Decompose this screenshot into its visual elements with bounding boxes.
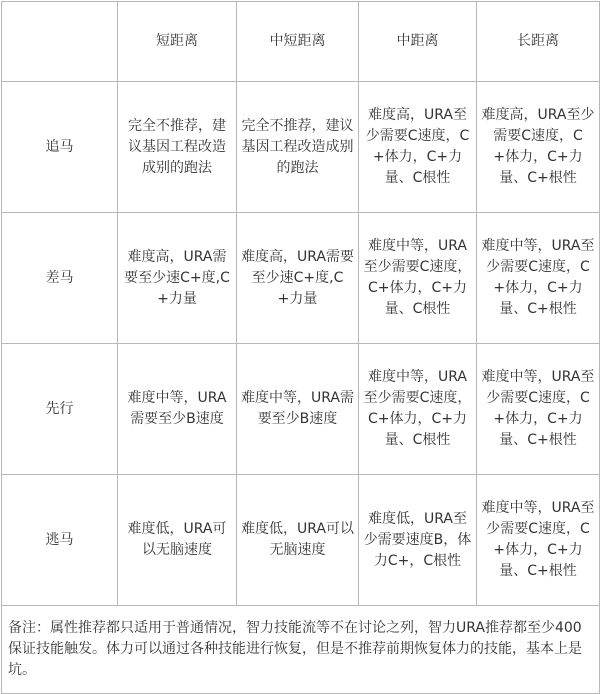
table-row bbox=[2, 475, 600, 606]
table-cell: 难度中等，URA至少需要C速度，C+体力，C+力量、C根性 bbox=[359, 344, 477, 475]
row-label-cell bbox=[2, 475, 118, 606]
note-row bbox=[2, 606, 600, 694]
table-cell: 难度低，URA可以无脑速度 bbox=[237, 475, 359, 606]
table-cell: 完全不推荐，建议基因工程改造成别的跑法 bbox=[237, 82, 359, 213]
header-label: 中短距离 bbox=[269, 33, 326, 49]
table-cell: 难度中等，URA至少需要C速度，C+体力，C+力量、C+根性 bbox=[477, 475, 600, 606]
table-cell: 难度高，URA需要至少速C+度,C+力量 bbox=[237, 213, 359, 344]
table-cell: 难度高，URA需要至少速C+度,C+力量 bbox=[118, 213, 237, 344]
header-label: 短距离 bbox=[156, 33, 198, 49]
table-cell: 难度中等，URA至少需要C速度，C+体力，C+力量、C+根性 bbox=[477, 213, 600, 344]
table-row bbox=[2, 213, 600, 344]
row-label-cell bbox=[2, 344, 118, 475]
row-label-cell bbox=[2, 82, 118, 213]
header-label: 长距离 bbox=[517, 33, 559, 49]
table-cell: 难度中等，URA至少需要C速度，C+体力，C+力量、C+根性 bbox=[477, 344, 600, 475]
row-label: 先行 bbox=[45, 400, 74, 417]
table-cell: 完全不推荐，建议基因工程改造成别的跑法 bbox=[118, 82, 237, 213]
table-cell: 难度中等，URA需要至少B速度 bbox=[118, 344, 237, 475]
table-header-row bbox=[2, 2, 600, 82]
table-row bbox=[2, 82, 600, 213]
recommendation-table bbox=[1, 1, 600, 694]
row-label: 差马 bbox=[45, 269, 74, 286]
table-cell: 难度高，URA至少需要C速度，C+体力，C+力量、C根性 bbox=[359, 82, 477, 213]
header-medium-distance bbox=[359, 2, 477, 82]
note-text: 备注：属性推荐都只适用于普通情况，智力技能流等不在讨论之列，智力URA推荐都至少400保证技能触发。体力可以通过各种技能进行恢复，但是不推荐前期恢复体力的技能，基本上是坑。 bbox=[8, 620, 582, 678]
header-long-distance bbox=[477, 2, 600, 82]
row-label: 追马 bbox=[45, 138, 74, 155]
row-label-cell bbox=[2, 213, 118, 344]
row-label: 逃马 bbox=[45, 531, 74, 548]
header-corner-cell bbox=[2, 2, 118, 82]
table-cell: 难度中等，URA至少需要C速度，C+体力，C+力量、C根性 bbox=[359, 213, 477, 344]
table-cell: 难度低，URA可以无脑速度 bbox=[118, 475, 237, 606]
table-cell: 难度高，URA至少需要C速度，C+体力，C+力量、C+根性 bbox=[477, 82, 600, 213]
table-cell: 难度中等，URA需要至少B速度 bbox=[237, 344, 359, 475]
table-cell: 难度低，URA至少需要速度B，体力C+，C根性 bbox=[359, 475, 477, 606]
note-cell bbox=[2, 606, 600, 694]
header-mile-distance bbox=[237, 2, 359, 82]
header-short-distance bbox=[118, 2, 237, 82]
table-row bbox=[2, 344, 600, 475]
header-label: 中距离 bbox=[396, 33, 439, 49]
